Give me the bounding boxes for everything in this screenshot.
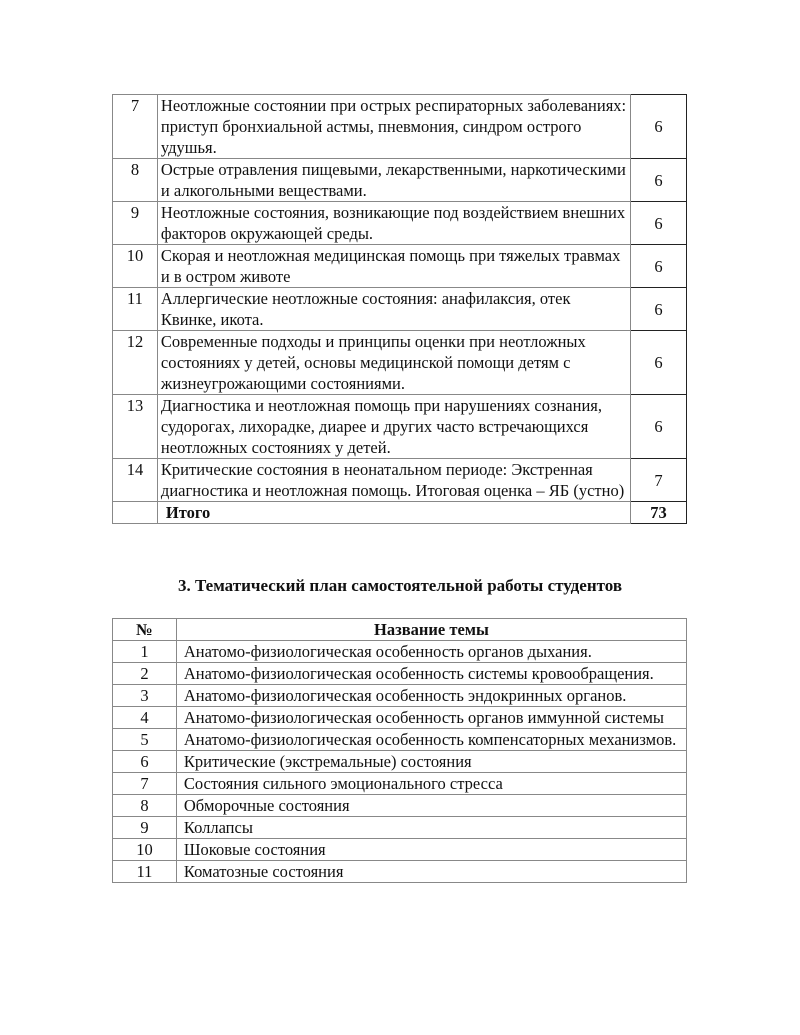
- table-row: [113, 685, 687, 707]
- table-row: [113, 641, 687, 663]
- total-value: 73: [631, 502, 687, 524]
- hours-cell: 6: [631, 95, 687, 159]
- row-number: 12: [113, 331, 158, 395]
- total-row: [113, 502, 687, 524]
- table-row: [113, 861, 687, 883]
- topic-cell: Скорая и неотложная медицинская помощь при тяжелых травмах и в остром животе: [157, 245, 630, 288]
- table-row: [113, 795, 687, 817]
- row-number: 11: [113, 861, 177, 883]
- self-study-topics-table: [112, 618, 687, 883]
- row-number: 10: [113, 839, 177, 861]
- topic-name: Критические (экстремальные) состояния: [176, 751, 686, 773]
- topic-cell: Диагностика и неотложная помощь при нарушениях сознания, судорогах, лихорадке, диарее и других часто встречающихся неотложных состояниях у детей.: [157, 395, 630, 459]
- table-header-row: [113, 619, 687, 641]
- table-row: [113, 331, 687, 395]
- row-number: 13: [113, 395, 158, 459]
- topic-cell: Аллергические неотложные состояния: анафилаксия, отек Квинке, икота.: [157, 288, 630, 331]
- row-number: 9: [113, 202, 158, 245]
- row-number: 8: [113, 795, 177, 817]
- topic-name: Шоковые состояния: [176, 839, 686, 861]
- table-row: [113, 773, 687, 795]
- topic-name: Анатомо-физиологическая особенность системы кровообращения.: [176, 663, 686, 685]
- table-row: [113, 707, 687, 729]
- topic-cell: Неотложные состояния, возникающие под воздействием внешних факторов окружающей среды.: [157, 202, 630, 245]
- topic-cell: Неотложные состоянии при острых респираторных заболеваниях: приступ бронхиальной астмы, пневмония, синдром острого удушья.: [157, 95, 630, 159]
- row-number: 3: [113, 685, 177, 707]
- row-number: 2: [113, 663, 177, 685]
- hours-cell: 6: [631, 159, 687, 202]
- name-column-header: Название темы: [176, 619, 686, 641]
- topic-name: Анатомо-физиологическая особенность эндокринных органов.: [176, 685, 686, 707]
- row-number: 4: [113, 707, 177, 729]
- total-empty-cell: [113, 502, 158, 524]
- topic-name: Анатомо-физиологическая особенность органов иммунной системы: [176, 707, 686, 729]
- row-number: 10: [113, 245, 158, 288]
- row-number: 6: [113, 751, 177, 773]
- lecture-topics-table: [112, 94, 687, 524]
- section-heading: 3. Тематический план самостоятельной работы студентов: [177, 576, 623, 595]
- table-row: [113, 95, 687, 159]
- hours-cell: 6: [631, 331, 687, 395]
- topic-name: Анатомо-физиологическая особенность компенсаторных механизмов.: [176, 729, 686, 751]
- hours-cell: 6: [631, 202, 687, 245]
- row-number: 11: [113, 288, 158, 331]
- total-label: Итого: [157, 502, 630, 524]
- row-number: 1: [113, 641, 177, 663]
- table-row: [113, 288, 687, 331]
- table-row: [113, 395, 687, 459]
- hours-cell: 6: [631, 395, 687, 459]
- row-number: 7: [113, 95, 158, 159]
- row-number: 7: [113, 773, 177, 795]
- table-row: [113, 159, 687, 202]
- number-column-header: №: [113, 619, 177, 641]
- table-row: [113, 663, 687, 685]
- row-number: 9: [113, 817, 177, 839]
- table-row: [113, 729, 687, 751]
- topic-cell: Острые отравления пищевыми, лекарственными, наркотическими и алкогольными веществами.: [157, 159, 630, 202]
- table-row: [113, 459, 687, 502]
- topic-name: Коллапсы: [176, 817, 686, 839]
- hours-cell: 7: [631, 459, 687, 502]
- hours-cell: 6: [631, 288, 687, 331]
- table-row: [113, 245, 687, 288]
- row-number: 8: [113, 159, 158, 202]
- table-row: [113, 751, 687, 773]
- topic-name: Коматозные состояния: [176, 861, 686, 883]
- table-row: [113, 839, 687, 861]
- row-number: 14: [113, 459, 158, 502]
- topic-cell: Критические состояния в неонатальном периоде: Экстренная диагностика и неотложная помощь. Итоговая оценка – ЯБ (устно): [157, 459, 630, 502]
- row-number: 5: [113, 729, 177, 751]
- table-row: [113, 817, 687, 839]
- hours-cell: 6: [631, 245, 687, 288]
- topic-name: Анатомо-физиологическая особенность органов дыхания.: [176, 641, 686, 663]
- table-row: [113, 202, 687, 245]
- topic-cell: Современные подходы и принципы оценки при неотложных состояниях у детей, основы медицинской помощи детям с жизнеугрожающими состояниями.: [157, 331, 630, 395]
- topic-name: Обморочные состояния: [176, 795, 686, 817]
- topic-name: Состояния сильного эмоционального стресса: [176, 773, 686, 795]
